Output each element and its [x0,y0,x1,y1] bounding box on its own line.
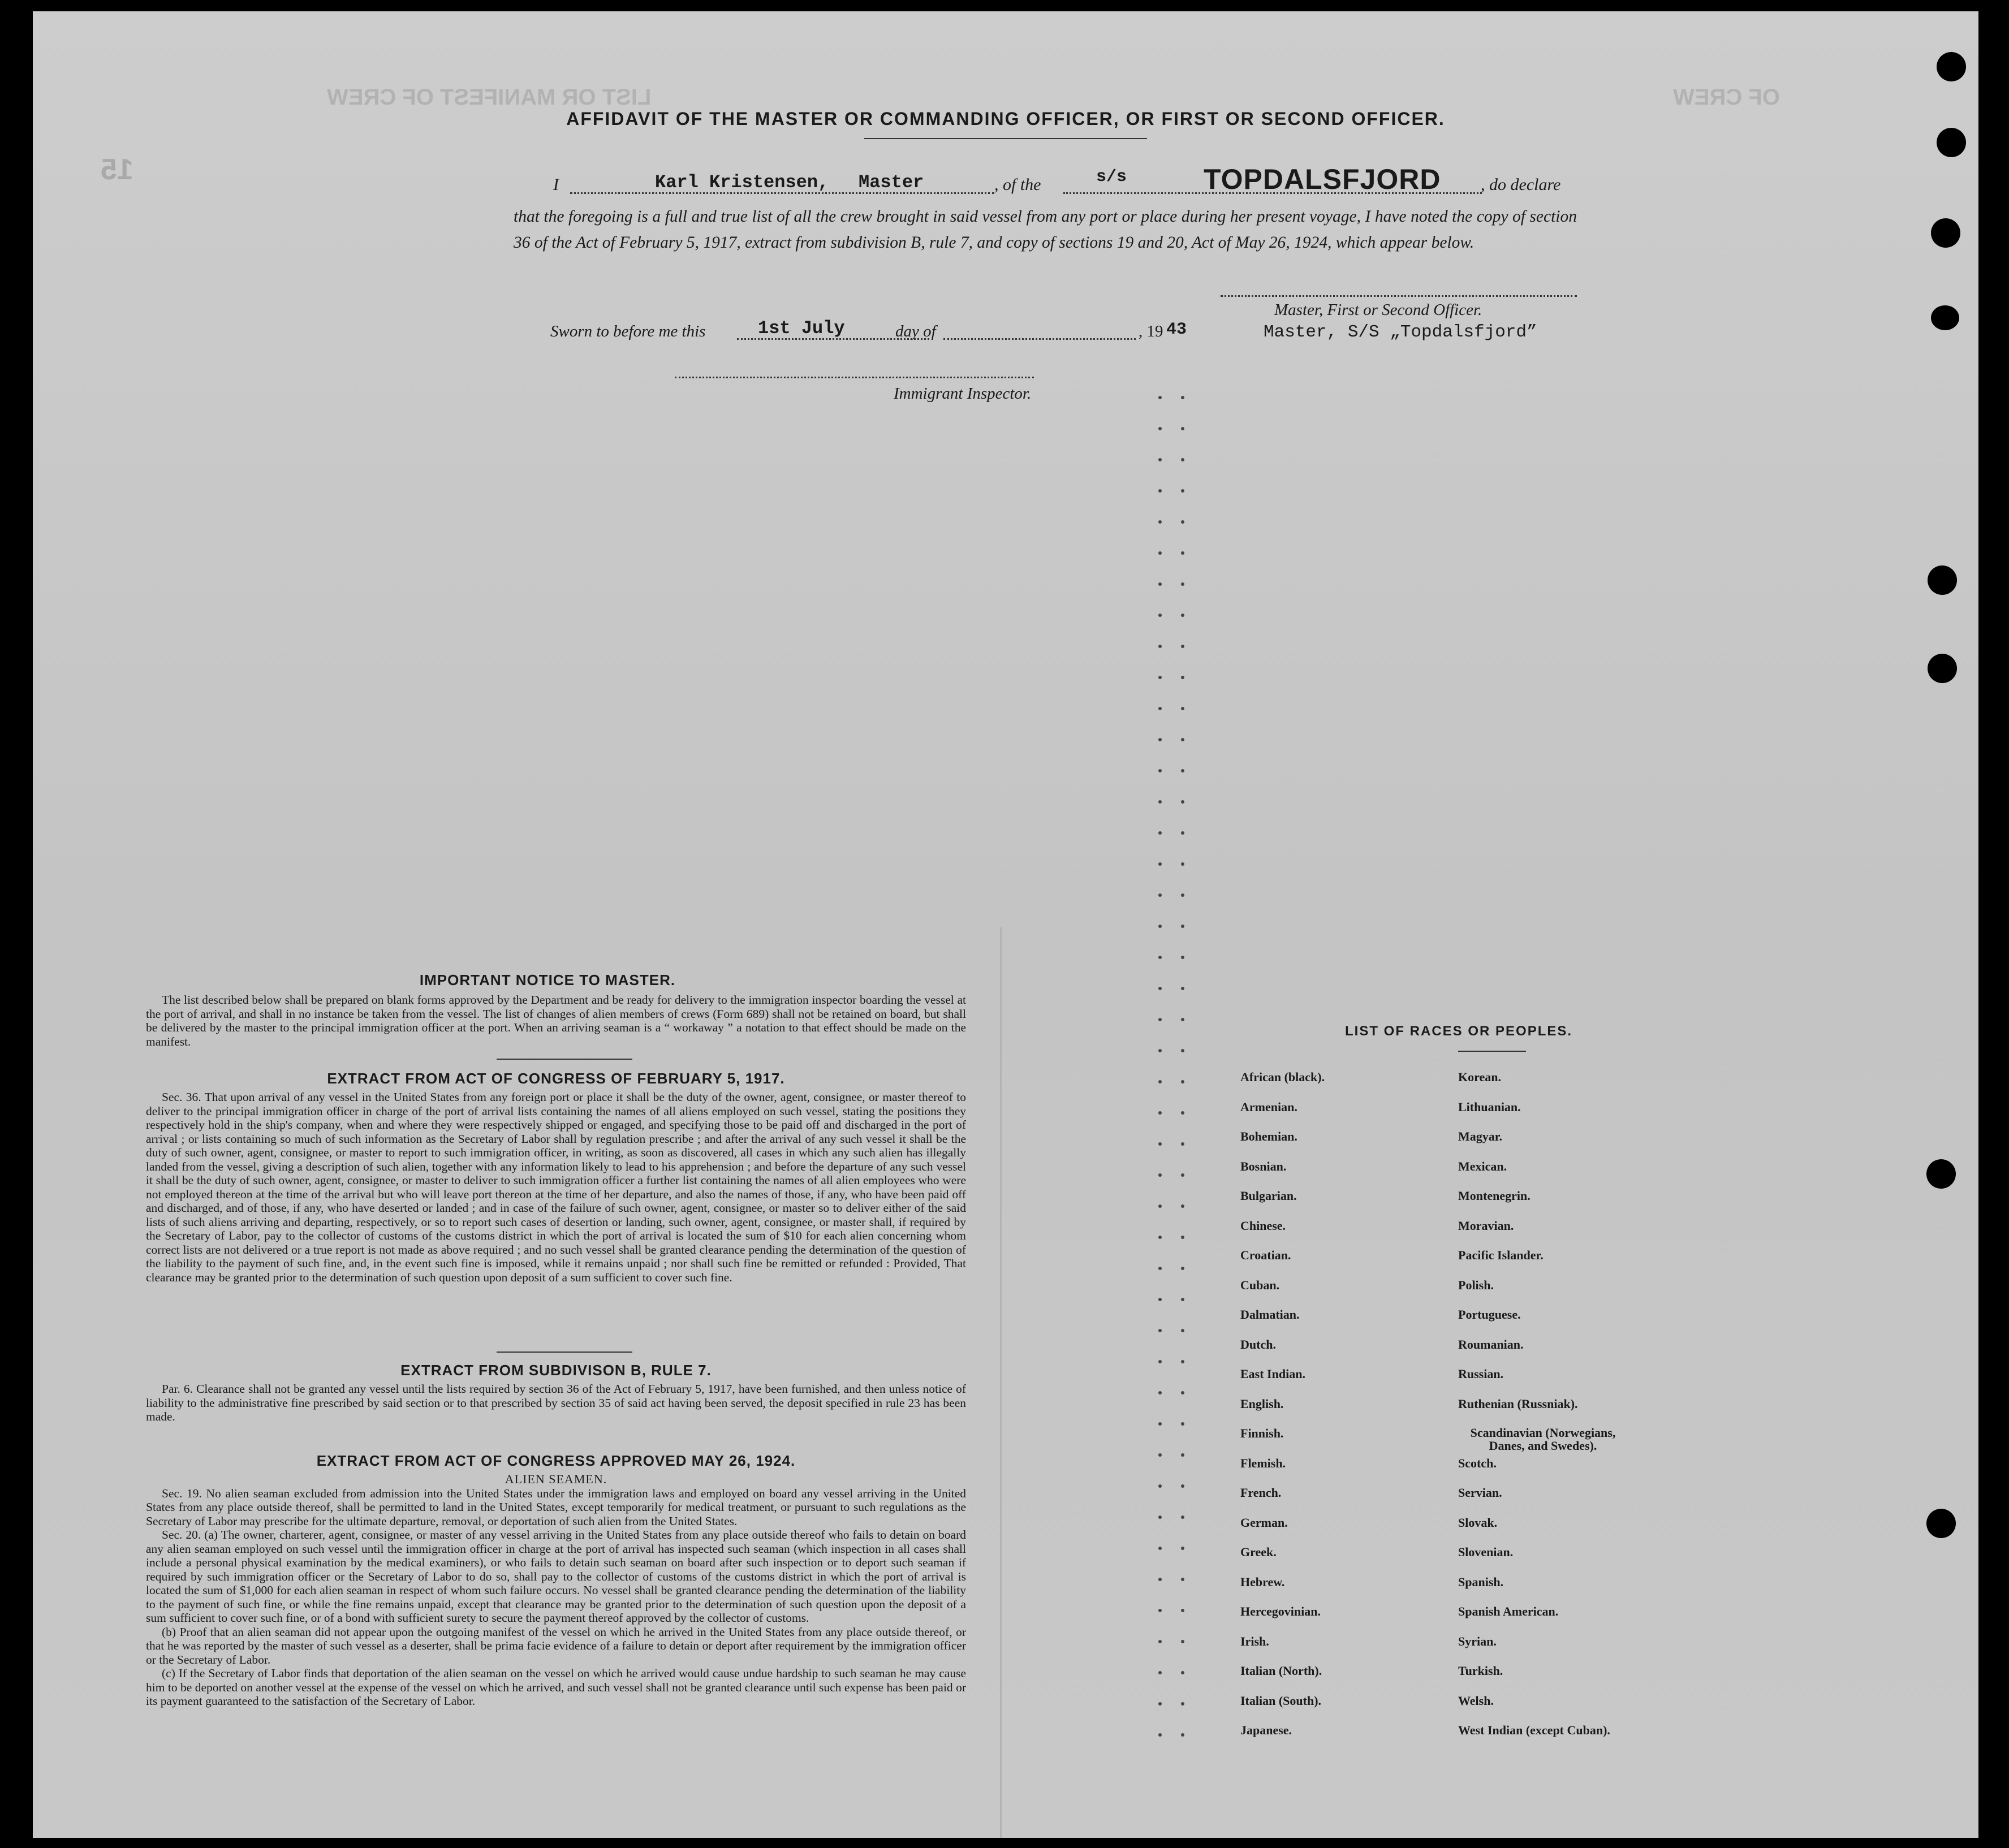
section-rule [497,1059,632,1060]
binding-dot [1158,551,1162,555]
of-the-label: , of the [994,175,1041,194]
notice-text [146,993,966,1048]
title-rule [864,138,1147,139]
race-item: Bosnian. [1240,1159,1287,1173]
race-item: Scotch. [1458,1456,1497,1470]
affidavit-title: AFFIDAVIT OF THE MASTER OR COMMANDING OFFICER, OR FIRST OR SECOND OFFICER. [566,109,1445,129]
binding-dot [1181,1111,1184,1115]
binding-dot [1181,1236,1184,1239]
race-item: Scandinavian (Norwegians, Danes, and Swedes). [1470,1426,1616,1453]
sec-20a-paragraph: Sec. 20. (a) The owner, charterer, agent, consignee, or master of any vessel arriving in the United States from any place outside thereof who fails to detain on board any alien seaman employed on such vessel until the immigration officer in charge at the port of arrival has inspected such seaman (which inspection in all cases shall include a personal physical examination by the medical examiners), or who fails to detain such seaman on board after such inspection or to deport such seaman if required by such immigration officer or the Secretary of Labor to do so, shall pay to the collector of customs of the customs district in which the port of arrival is located the sum of $1,000 for each alien seaman in respect of whom such failure occurs. No vessel shall be granted clearance pending the determination of the liability to the payment of such fine, or while the fine remains unpaid, except that clearance may be granted prior to the determination of such question upon the deposit of a sum sufficient to cover such fine, or of a bond with sufficient surety to secure the payment thereof approved by the collector of customs. [146,1528,966,1625]
signature-caption: Master, First or Second Officer. [1274,301,1482,319]
binding-dot [1158,1702,1162,1705]
binding-dot [1181,800,1184,804]
binding-dot [1181,551,1184,555]
race-item: Polish. [1458,1277,1494,1292]
binding-dot [1158,1453,1162,1457]
binding-dot [1181,1049,1184,1052]
fold-line [1000,927,1002,1838]
binding-dot [1158,1671,1162,1674]
binding-dot [1158,1391,1162,1394]
race-item: Dalmatian. [1240,1307,1300,1322]
race-item: African (black). [1240,1070,1325,1084]
binding-dot [1181,831,1184,835]
race-item: West Indian (except Cuban). [1458,1723,1610,1737]
binding-dot [1158,520,1162,524]
race-item: East Indian. [1240,1367,1305,1381]
binding-dot [1181,489,1184,493]
extract-1924-text [146,1473,966,1708]
binding-dot [1158,769,1162,772]
binding-dot [1181,1422,1184,1426]
binding-dot [1158,707,1162,710]
race-item: Pacific Islander. [1458,1248,1544,1262]
race-item: Greek. [1240,1545,1277,1559]
binding-dot [1181,1484,1184,1488]
race-item: Korean. [1458,1070,1501,1084]
race-item: Italian (North). [1240,1664,1322,1678]
binding-dot [1181,458,1184,461]
race-item: Bulgarian. [1240,1189,1297,1203]
binding-dot [1158,1360,1162,1363]
binding-dot [1181,1609,1184,1612]
binding-dot [1158,458,1162,461]
race-item: Moravian. [1458,1218,1514,1233]
binding-dot [1158,800,1162,804]
binding-dot [1158,1236,1162,1239]
officer-name: Karl Kristensen, [655,172,829,193]
binding-dot [1181,1360,1184,1363]
day-of-label: day of [895,322,936,340]
binding-dot [1158,614,1162,617]
alien-seamen-subheading: ALIEN SEAMEN. [505,1472,607,1486]
binder-hole [1926,1509,1956,1538]
race-item: Armenian. [1240,1099,1297,1114]
extract-1917-heading: EXTRACT FROM ACT OF CONGRESS OF FEBRUARY 5, 1917. [327,1070,785,1087]
binding-dot [1158,1173,1162,1177]
binding-dot [1181,1640,1184,1643]
race-item: Montenegrin. [1458,1189,1531,1203]
binding-dot [1181,1173,1184,1177]
binding-dot [1181,769,1184,772]
sworn-date: 1st July [758,318,845,339]
binding-dot [1181,396,1184,399]
binding-dot [1158,1298,1162,1301]
binding-dot [1158,1515,1162,1519]
inspector-line [675,377,1034,378]
binding-dot [1181,1267,1184,1270]
notice-paragraph: The list described below shall be prepared on blank forms approved by the Department and be ready for delivery to the immigration inspector boarding the vessel at the port of arrival, and shall in no instance be taken from the vessel. The list of changes of alien members of crews (Form 689) shall not be retained on board, but shall be delivered by the master to the principal immigration officer at the port. When an arriving seaman is a “ workaway ” a notation to that effect should be made on the manifest. [146,993,966,1048]
binding-dot [1181,987,1184,990]
race-item: German. [1240,1515,1288,1530]
year-prefix: , 19 [1139,322,1163,340]
races-rule [1458,1051,1526,1052]
binding-dot [1181,1204,1184,1208]
race-item: Russian. [1458,1367,1504,1381]
bleed-through-text: OF CREW [1673,85,1780,110]
race-item: Italian (South). [1240,1693,1322,1708]
race-item: Ruthenian (Russniak). [1458,1396,1578,1411]
binder-hole [1928,654,1957,683]
race-item: Slovak. [1458,1515,1498,1530]
vessel-name: TOPDALSFJORD [1204,163,1441,195]
race-item: Welsh. [1458,1693,1494,1708]
binding-dot [1181,614,1184,617]
binding-dot [1158,1640,1162,1643]
binding-dot [1181,1080,1184,1083]
race-item: Servian. [1458,1486,1502,1500]
race-item: Japanese. [1240,1723,1292,1737]
binder-hole [1937,52,1966,81]
race-item: Roumanian. [1458,1337,1524,1352]
binding-dot [1158,831,1162,835]
race-item: Hercegovinian. [1240,1604,1321,1618]
binding-dot [1158,1267,1162,1270]
margin-mark: 15 [101,153,133,186]
extract-rule7-heading: EXTRACT FROM SUBDIVISON B, RULE 7. [400,1362,712,1379]
i-label: I [553,175,559,194]
race-item: Spanish. [1458,1574,1504,1589]
binding-dot [1181,1453,1184,1457]
binding-dot [1181,925,1184,928]
race-item: Turkish. [1458,1664,1503,1678]
binding-dot [1158,925,1162,928]
binding-dot [1158,396,1162,399]
race-item: Croatian. [1240,1248,1291,1262]
binding-dot [1158,893,1162,897]
binding-dot [1181,1702,1184,1705]
race-item: Portuguese. [1458,1307,1521,1322]
binder-hole [1937,128,1966,157]
binding-dot [1158,489,1162,493]
binding-dot [1158,1049,1162,1052]
binder-hole [1926,1159,1956,1189]
binding-dot [1158,1484,1162,1488]
binding-dot [1158,1142,1162,1146]
do-declare-label: , do declare [1481,175,1561,194]
binding-dot [1181,893,1184,897]
binding-dot [1181,427,1184,430]
binding-dot [1158,1329,1162,1332]
binding-dot [1181,862,1184,866]
binding-dot [1181,1578,1184,1581]
binding-dot [1158,1609,1162,1612]
binding-dot [1158,645,1162,648]
binding-dot [1181,582,1184,586]
extract-1917-text [146,1090,966,1284]
race-item: Bohemian. [1240,1129,1297,1143]
binding-dot [1181,676,1184,679]
race-item: Syrian. [1458,1634,1497,1648]
race-item: Magyar. [1458,1129,1503,1143]
inspector-caption: Immigrant Inspector. [894,385,1032,403]
binding-dot [1158,1111,1162,1115]
sworn-label: Sworn to before me this [550,322,706,340]
binding-dot [1158,956,1162,959]
binding-dot [1158,1422,1162,1426]
binding-dot [1181,645,1184,648]
officer-rank: Master [859,172,924,193]
document-page [33,11,1978,1838]
binding-dot [1181,1671,1184,1674]
binding-dot [1158,987,1162,990]
binding-dot [1158,1733,1162,1737]
race-item: Cuban. [1240,1277,1280,1292]
declaration-text: that the foregoing is a full and true list of all the crew brought in said vessel from any port or place during her present voyage, I have noted the copy of section 36 of the Act of February 5, 1917, extract from subdivision B, rule 7, and copy of sections 19 and 20, Act of May 26, 1924, which appear below. [514,208,1577,252]
vessel-prefix: s/s [1096,167,1127,187]
sec-36-paragraph: Sec. 36. That upon arrival of any vessel in the United States from any foreign port or place it shall be the duty of the owner, agent, consignee, or master thereof to deliver to the principal immigration officer in charge of the port of arrival lists containing the names of all aliens employed on such vessel, stating the positions they respectively hold in the ship's company, when and where they were respectively shipped or engaged, and specifying those to be paid off and discharged in the port of arrival ; or lists containing so much of such information as the Secretary of Labor shall by regulation prescribe ; and after the arrival of any such vessel it shall be the duty of such owner, agent, consignee, or master to report to such immigration officer, in writing, as soon as discovered, all cases in which any such alien has illegally landed from the vessel, giving a description of such alien, together with any information likely to lead to his apprehension ; and before the departure of any such vessel it shall be the duty of such owner, agent, consignee, or master to deliver to such immigration officer a further list containing the names of all alien employees who were not employed thereon at the time of the arrival but who will leave port thereon at the time of her departure, and also the names of those, if any, who have been paid off and discharged, and of those, if any, who have deserted or landed ; and in case of the failure of such owner, agent, consignee, or master so to deliver either of the said lists of such aliens arriving and departing, respectively, or so to report such cases of desertion or landing, such owner, agent, consignee, or master shall, if required by the Secretary of Labor, pay to the collector of customs of the customs district in which the port of arrival is located the sum of $10 for each alien concerning whom correct lists are not delivered or a true report is not made as above required ; and no such vessel shall be granted clearance pending the determination of the question of the liability to the payment of such fine, and, in the event such fine is imposed, while it remains unpaid ; nor shall such fine be remitted or refunded : Provided, That clearance may be granted prior to the determination of such question upon deposit of a sum sufficient to cover such fine. [146,1090,966,1284]
day-of-line [943,338,1136,340]
binding-dot [1181,707,1184,710]
binding-dot [1181,1515,1184,1519]
race-item: Irish. [1240,1634,1269,1648]
race-item: Finnish. [1240,1426,1284,1440]
sec-20b-paragraph: (b) Proof that an alien seaman did not appear upon the outgoing manifest of the vessel on which he arrived in the United States from any place outside thereof, or that he was reported by the master of such vessel as a deserter, shall be prima facie evidence of a failure to detain or deport after requirement by the immigration officer or the Secretary of Labor. [146,1625,966,1666]
binding-dot [1181,1142,1184,1146]
binding-dot [1181,1298,1184,1301]
binder-hole [1928,565,1957,595]
binding-dot [1181,1018,1184,1021]
race-item: Chinese. [1240,1218,1286,1233]
race-item: Hebrew. [1240,1574,1285,1589]
binding-dot [1158,427,1162,430]
binding-dot [1158,1547,1162,1550]
binding-dot [1181,1391,1184,1394]
binding-dot [1158,862,1162,866]
race-item: English. [1240,1396,1284,1411]
race-item: Lithuanian. [1458,1099,1521,1114]
race-item: Spanish American. [1458,1604,1559,1618]
year-suffix: 43 [1166,320,1187,339]
par-6-paragraph: Par. 6. Clearance shall not be granted any vessel until the lists required by section 36 of the Act of February 5, 1917, have been furnished, and then unless notice of liability to the administrative fine prescribed by said section or to that prescribed by section 35 of said act having been served, the deposit specified in rule 23 has been made. [146,1382,966,1423]
notice-heading: IMPORTANT NOTICE TO MASTER. [419,972,676,988]
binding-dot [1158,1018,1162,1021]
binding-dot [1158,738,1162,741]
binder-hole [1931,305,1959,330]
binding-dot [1158,1204,1162,1208]
extract-rule7-text [146,1382,966,1424]
race-item: Flemish. [1240,1456,1286,1470]
binding-dot [1181,520,1184,524]
binder-hole [1931,218,1960,248]
binding-dot [1158,676,1162,679]
signature-line [1221,295,1577,297]
binding-dot [1181,1329,1184,1332]
sec-19-paragraph: Sec. 19. No alien seaman excluded from admission into the United States under the immigration laws and employed on board any vessel arriving in the United States from any place outside thereof, shall be permitted to land in the United States, except temporarily for medical treatment, or pursuant to such regulations as the Secretary of Labor may prescribe for the ultimate departure, removal, or deportation of such alien from the United States. [146,1486,966,1528]
race-item: Dutch. [1240,1337,1276,1352]
signature-typed: Master, S/S „Topdalsfjord” [1264,322,1537,342]
sec-20c-paragraph: (c) If the Secretary of Labor finds that deportation of the alien seaman on the vessel on which he arrived would cause undue hardship to such seaman he may cause him to be deported on another vessel at the expense of the vessel on which he arrived, and such vessel shall not be granted clearance until such expense has been paid or its payment guaranteed to the satisfaction of the Secretary of Labor. [146,1666,966,1708]
extract-1924-heading: EXTRACT FROM ACT OF CONGRESS APPROVED MAY 26, 1924. [316,1452,796,1469]
binding-dot [1181,956,1184,959]
binding-dot [1181,738,1184,741]
binding-dot [1158,1578,1162,1581]
races-heading: LIST OF RACES OR PEOPLES. [1345,1024,1573,1039]
binding-dot [1181,1733,1184,1737]
bleed-through-text: LIST OR MANIFEST OF CREW [327,85,652,110]
race-item: Mexican. [1458,1159,1507,1173]
race-item: Slovenian. [1458,1545,1514,1559]
binding-dot [1158,582,1162,586]
race-item: French. [1240,1486,1282,1500]
binding-dot [1181,1547,1184,1550]
section-rule [497,1352,632,1353]
binding-dot [1158,1080,1162,1083]
